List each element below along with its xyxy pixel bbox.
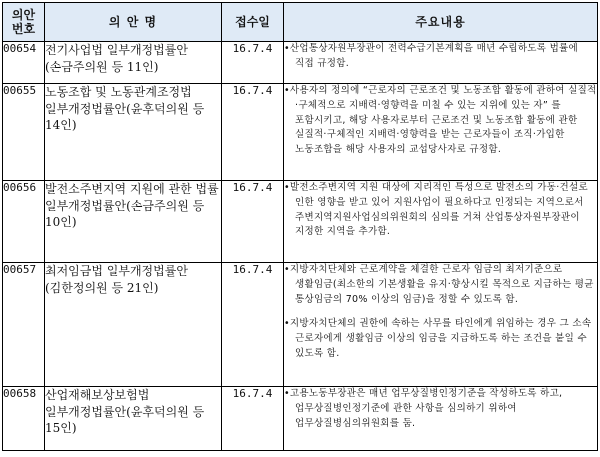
summary-cell xyxy=(284,263,598,387)
header-received-date: 접수일 xyxy=(222,3,284,42)
summary-cell xyxy=(284,42,598,84)
bill-number-cell: 00657 xyxy=(3,263,45,387)
bill-name-cell: 노동조합 및 노동관계조정법 일부개정법률안(윤후덕의원 등 14인) xyxy=(45,84,222,181)
received-date-cell: 16.7.4 xyxy=(222,181,284,263)
table-row xyxy=(3,263,598,387)
summary-cell xyxy=(284,387,598,451)
table-row xyxy=(3,84,598,181)
bill-number-cell: 00656 xyxy=(3,181,45,263)
bill-name-cell: 발전소주변지역 지원에 관한 법률 일부개정법률안(손금주의원 등 10인) xyxy=(45,181,222,263)
summary-item: •지방자치단체의 권한에 속하는 사무를 타인에게 위임하는 경우 그 소속 근로자에게 생활임금 이상의 임금을 지급하도록 하는 조건을 붙일 수 있도록 함. xyxy=(284,318,592,359)
table-row xyxy=(3,42,598,84)
table-row xyxy=(3,387,598,451)
received-date-cell: 16.7.4 xyxy=(222,263,284,387)
summary-item: •산업통상자원부장관이 전력수급기본계획을 매년 수립하도록 법률에 직접 규정함. xyxy=(284,43,579,69)
received-date-cell: 16.7.4 xyxy=(222,387,284,451)
header-bill-number: 의안 번호 xyxy=(3,3,45,42)
table-header xyxy=(3,3,598,42)
bill-name-cell: 산업재해보상보험법 일부개정법률안(윤후덕의원 등 15인) xyxy=(45,387,222,451)
bill-number-cell: 00654 xyxy=(3,42,45,84)
table-row xyxy=(3,181,598,263)
bill-name-cell: 전기사업법 일부개정법률안(손금주의원 등 11인) xyxy=(45,42,222,84)
summary-item: •고용노동부장관은 매년 업무상질병인정기준을 작성하도록 하고, 업무상질병인정기준에 관한 사항을 심의하기 위하여 업무상질병심의위원회를 둠. xyxy=(284,388,563,429)
summary-cell xyxy=(284,84,598,181)
summary-item: •발전소주변지역 지원 대상에 지리적인 특성으로 발전소의 가동·건설로 인한 영향을 받고 있어 지원사업이 필요하다고 인정되는 지역으로서 주변지역지원사업심의위원회의 심의를 거쳐 산업통상자원부장관이 지정한 지역을 추가함. xyxy=(284,182,588,238)
received-date-cell: 16.7.4 xyxy=(222,42,284,84)
summary-item: •지방자치단체와 근로계약을 체결한 근로자 임금의 최저기준으로 생활임금(최소한의 기본생활을 유지·향상시킬 목적으로 지급하는 평균 통상임금의 70% 이상의 임금)을 정할 수 있도록 함. xyxy=(284,264,594,305)
header-bill-name: 의 안 명 xyxy=(45,3,222,42)
bill-name-cell: 최저임금법 일부개정법률안(김한정의원 등 21인) xyxy=(45,263,222,387)
bill-table xyxy=(2,2,598,451)
bill-number-cell: 00658 xyxy=(3,387,45,451)
bill-number-cell: 00655 xyxy=(3,84,45,181)
table-body xyxy=(3,42,598,451)
header-row xyxy=(3,3,598,42)
summary-item: •사용자의 정의에 “근로자의 근로조건 및 노동조합 활동에 관하여 실질적·구체적으로 지배력·영향력을 미칠 수 있는 지위에 있는 자” 를 포함시키고, 해당 사용자로부터 근로조건 및 노동조합 활동에 관한 실질적·구체적인 지배력·영향력을 받는 근로자들이 조직·가입한 노동조합을 해당 사용자의 교섭당사자로 규정함. xyxy=(284,85,597,156)
received-date-cell: 16.7.4 xyxy=(222,84,284,181)
summary-cell xyxy=(284,181,598,263)
header-summary: 주요내용 xyxy=(284,3,598,42)
